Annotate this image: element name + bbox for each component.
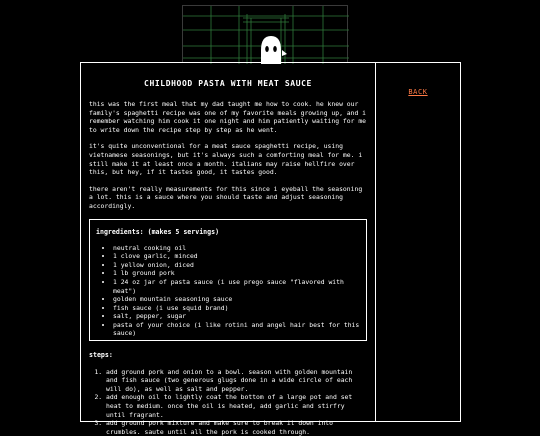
ingredients-list — [96, 244, 360, 339]
intro-paragraph-2: it's quite unconventional for a meat sauce spaghetti recipe, using vietnamese seasonings, but it's always such a comforting meal for me. i still make it at least once a month. italians may raise hellfire over this, but hey, if it tastes good, it tastes good. — [89, 142, 367, 177]
intro-paragraph-3: there aren't really measurements for this since i eyeball the seasoning a lot. this is a sauce where you should taste and adjust seasoning accordingly. — [89, 184, 367, 210]
recipe-panel — [80, 62, 376, 436]
header-banner — [182, 5, 348, 63]
ingredient-item: • fish sauce (i use squid brand) — [113, 304, 360, 313]
step-item: 1. add ground pork and onion to a bowl. season with golden mountain and fish sauce (two generous glugs done in a wide circle of each will do), as well as salt and pepper. — [106, 368, 367, 394]
side-panel — [375, 62, 461, 422]
ingredient-item: • 1 clove garlic, minced — [113, 252, 360, 261]
step-item: 2. add enough oil to lightly coat the bottom of a large pot and set heat to medium. once the oil is heated, add garlic and stirfry until fragrant. — [106, 393, 367, 419]
step-item: 3. add ground pork mixture and make sure to break it down into crumbles. saute until all the pork is cooked through. — [106, 419, 367, 436]
ingredients-heading: ingredients: (makes 5 servings) — [96, 227, 220, 236]
ingredient-item: • 1 24 oz jar of pasta sauce (i use prego sauce "flavored with meat") — [113, 278, 360, 295]
ingredient-item: • pasta of your choice (i like rotini and angel hair best for this sauce) — [113, 321, 360, 338]
steps-list — [89, 368, 367, 436]
ingredients-box — [89, 219, 367, 341]
ghost-icon — [261, 36, 287, 64]
recipe-title: CHILDHOOD PASTA WITH MEAT SAUCE — [144, 79, 312, 88]
back-link[interactable]: BACK — [408, 88, 428, 96]
steps-heading: steps: — [89, 350, 113, 359]
ingredient-item: • salt, pepper, sugar — [113, 312, 360, 321]
ingredient-item: • neutral cooking oil — [113, 244, 360, 253]
ingredient-item: • 1 yellow onion, diced — [113, 261, 360, 270]
ingredient-item: • 1 lb ground pork — [113, 269, 360, 278]
grid-ghost-illustration — [183, 6, 349, 64]
intro-paragraph-1: this was the first meal that my dad taught me how to cook. he knew our family's spaghetti recipe was one of my favorite meals growing up, and i remember watching him cook it one night and him patiently waiting for me to write down the recipe step by step as he went. — [89, 100, 370, 134]
ingredient-item: • golden mountain seasoning sauce — [113, 295, 360, 304]
